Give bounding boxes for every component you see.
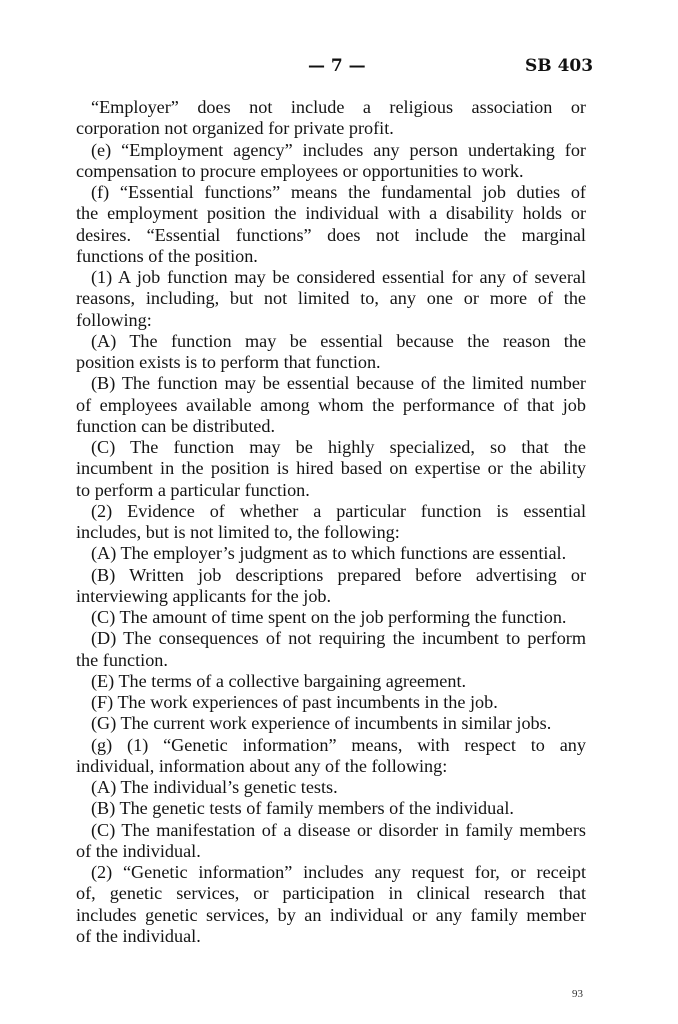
text-line: of, genetic services, or participation in clinical research that [76,883,586,904]
text-line: (B) Written job descriptions prepared before advertising or [91,564,586,585]
text-line: reasons, including, but not limited to, any one or more of the [76,288,586,309]
text-line: compensation to procure employees or opportunities to work. [76,160,524,181]
text-line: of employees available among whom the performance of that job [76,394,586,415]
text-line: desires. “Essential functions” does not include the marginal [76,224,586,245]
text-line: (A) The individual’s genetic tests. [91,777,338,797]
text-line: (C) The manifestation of a disease or disorder in family members [91,819,586,840]
text-line: individual, information about any of the following: [76,755,448,776]
paragraph [76,501,586,544]
text-line: (C) The amount of time spent on the job performing the function. [91,607,567,627]
document-body [76,97,586,947]
paragraph [76,331,586,374]
text-line: interviewing applicants for the job. [76,585,332,606]
text-line: (E) The terms of a collective bargaining agreement. [91,670,467,691]
text-line: (F) The work experiences of past incumbents in the job. [91,692,498,712]
paragraph [76,798,586,819]
paragraph [76,267,586,331]
paragraph [76,628,586,671]
page-folio: 93 [572,988,583,1000]
text-line: to perform a particular function. [76,479,310,500]
paragraph [76,671,586,692]
text-line: (B) The genetic tests of family members of the individual. [91,798,514,819]
text-line: of the individual. [76,925,201,946]
text-line: (A) The employer’s judgment as to which functions are essential. [91,543,567,564]
paragraph [76,713,586,734]
paragraph [76,182,586,267]
text-line: includes, but is not limited to, the following: [76,522,400,542]
paragraph [76,777,586,798]
page-number-header: — 7 — [308,56,366,76]
text-line: (B) The function may be essential because of the limited number [91,373,586,394]
text-line: includes genetic services, by an individual or any family member [76,904,586,925]
text-line: (A) The function may be essential because the reason the [91,330,586,351]
text-line: function can be distributed. [76,415,275,436]
text-line: position exists is to perform that function. [76,352,381,372]
paragraph [76,565,586,608]
text-line: (2) Evidence of whether a particular function is essential [91,500,586,521]
text-line: (e) “Employment agency” includes any person undertaking for [91,139,586,160]
text-line: the employment position the individual with a disability holds or [76,203,586,224]
text-line: (D) The consequences of not requiring the incumbent to perform [91,628,586,649]
text-line: following: [76,309,152,330]
paragraph [76,140,586,183]
paragraph [76,97,586,140]
text-line: corporation not organized for private profit. [76,118,394,139]
text-line: (C) The function may be highly specialized, so that the [91,437,586,457]
paragraph [76,437,586,501]
text-line: functions of the position. [76,245,258,266]
text-line: “Employer” does not include a religious association or [91,97,586,117]
paragraph [76,820,586,863]
paragraph [76,543,586,564]
paragraph [76,735,586,778]
text-line: the function. [76,649,168,670]
text-line: (f) “Essential functions” means the fundamental job duties of [91,182,586,202]
text-line: incumbent in the position is hired based on expertise or the ability [76,458,586,479]
paragraph [76,692,586,713]
paragraph [76,607,586,628]
text-line: (2) “Genetic information” includes any request for, or receipt [91,862,586,882]
text-line: of the individual. [76,840,201,861]
text-line: (g) (1) “Genetic information” means, with respect to any [91,734,586,755]
paragraph [76,373,586,437]
bill-id-header: SB 403 [525,56,594,76]
text-line: (1) A job function may be considered essential for any of several [91,267,586,287]
paragraph [76,862,586,947]
text-line: (G) The current work experience of incumbents in similar jobs. [91,713,552,734]
